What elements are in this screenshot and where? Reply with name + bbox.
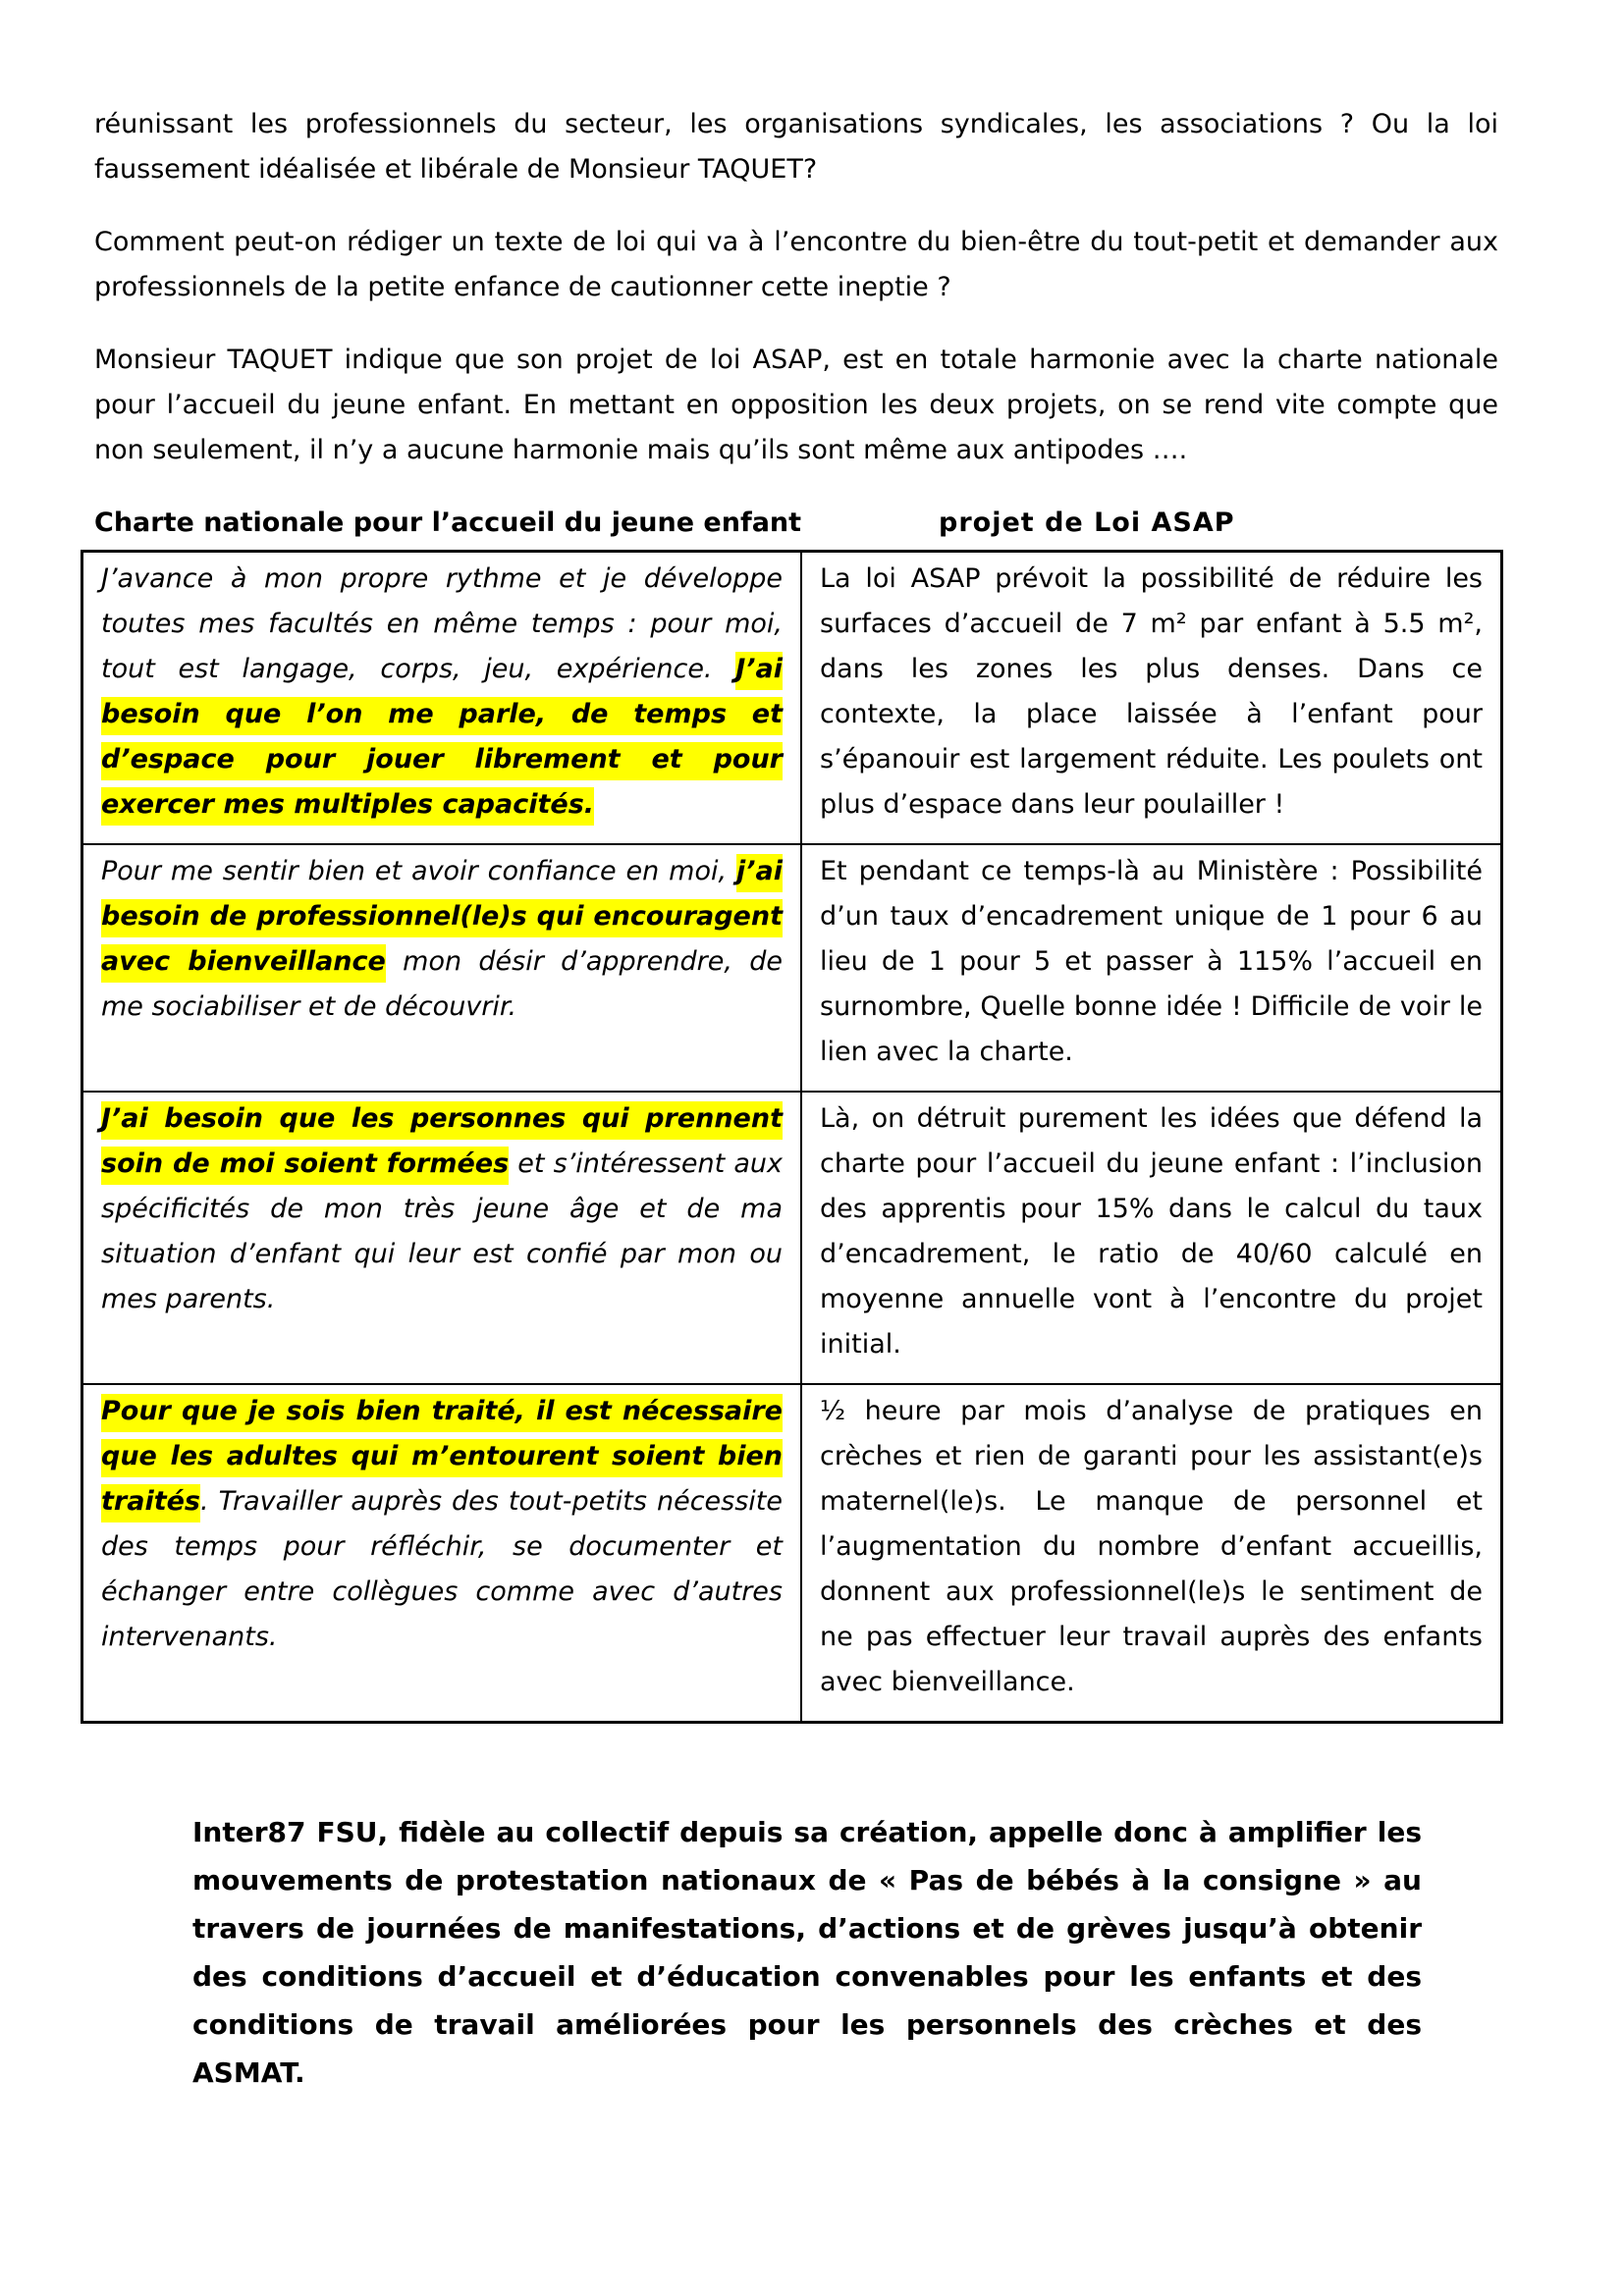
intro-paragraph-2: Comment peut-on rédiger un texte de loi qui va à l’encontre du bien-être du tout-petit et demander aux professionnels de la petite enfance de cautionner cette ineptie ? bbox=[94, 227, 1498, 302]
comparison-table bbox=[81, 550, 1503, 1724]
charte-cell-1 bbox=[82, 552, 802, 845]
intro-paragraph-1: réunissant les professionnels du secteur, les organisations syndicales, les associations ? Ou la loi faussement idéalisée et libérale de Monsieur TAQUET? bbox=[94, 109, 1498, 185]
table-row-2 bbox=[82, 844, 1502, 1092]
charte-cell-2 bbox=[82, 844, 802, 1092]
asap-cell-1: La loi ASAP prévoit la possibilité de réduire les surfaces d’accueil de 7 m² par enfant à 5.5 m², dans les zones les plus denses. Dans ce contexte, la place laissée à l’enfant pour s’épanouir est largement réduite. Les poulets ont plus d’espace dans leur poulailler ! bbox=[801, 552, 1502, 845]
highlighted-text: J’ai besoin que les personnes qui prennent soin de moi soient formées bbox=[101, 1101, 783, 1185]
table-row-1 bbox=[82, 552, 1502, 845]
cell-text: mon désir d’apprendre, de me sociabiliser et de découvrir. bbox=[101, 946, 783, 1022]
cell-text: J’avance à mon propre rythme et je développe toutes mes facultés en même temps : pour moi, tout est langage, corps, jeu, expérience. bbox=[101, 563, 783, 684]
highlighted-text: J’ai besoin que l’on me parle, de temps et d’espace pour jouer librement et pour exercer mes multiples capacités. bbox=[101, 652, 783, 826]
intro-paragraph-3: Monsieur TAQUET indique que son projet de loi ASAP, est en totale harmonie avec la charte nationale pour l’accueil du jeune enfant. En mettant en opposition les deux projets, on se rend vite compte que non seulement, il n’y a aucune harmonie mais qu’ils sont même aux antipodes …. bbox=[94, 345, 1498, 465]
table-header-loi-asap: projet de Loi ASAP bbox=[939, 507, 1235, 538]
table-header-charte: Charte nationale pour l’accueil du jeune enfant bbox=[94, 507, 802, 538]
page-content bbox=[94, 102, 1498, 2097]
highlighted-text: j’ai besoin de professionnel(le)s qui encouragent avec bienveillance bbox=[101, 854, 783, 983]
closing-paragraph: Inter87 FSU, fidèle au collectif depuis sa création, appelle donc à amplifier les mouvements de protestation nationaux de « Pas de bébés à la consigne » au travers de journées de manifestations, d’actions et de grèves jusqu’à obtenir des conditions d’accueil et d’éducation convenables pour les enfants et des conditions de travail améliorées pour les personnels des crèches et des ASMAT. bbox=[192, 1816, 1422, 2089]
cell-text: . Travailler auprès des tout-petits nécessite des temps pour réfléchir, se documenter et échanger entre collègues comme avec d’autres intervenants. bbox=[101, 1486, 783, 1652]
charte-cell-3 bbox=[82, 1092, 802, 1384]
table-row-3 bbox=[82, 1092, 1502, 1384]
charte-cell-4 bbox=[82, 1384, 802, 1723]
asap-cell-3: Là, on détruit purement les idées que défend la charte pour l’accueil du jeune enfant : l’inclusion des apprentis pour 15% dans le calcul du taux d’encadrement, le ratio de 40/60 calculé en moyenne annuelle vont à l’encontre du projet initial. bbox=[801, 1092, 1502, 1384]
highlighted-text: Pour que je sois bien traité, il est nécessaire que les adultes qui m’entourent soient bien traités bbox=[101, 1394, 783, 1522]
table-header-row bbox=[94, 501, 1498, 550]
asap-cell-2: Et pendant ce temps-là au Ministère : Possibilité d’un taux d’encadrement unique de 1 pour 6 au lieu de 1 pour 5 et passer à 115% l’accueil en surnombre, Quelle bonne idée ! Difficile de voir le lien avec la charte. bbox=[801, 844, 1502, 1092]
cell-text: Pour me sentir bien et avoir confiance en moi, bbox=[101, 856, 736, 886]
cell-text: et s’intéressent aux spécificités de mon très jeune âge et de ma situation d’enfant qui leur est confié par mon ou mes parents. bbox=[101, 1148, 783, 1314]
comparison-table-body bbox=[82, 552, 1502, 1723]
asap-cell-4: ½ heure par mois d’analyse de pratiques en crèches et rien de garanti pour les assistant(e)s maternel(le)s. Le manque de personnel et l’augmentation du nombre d’enfant accueillis, donnent aux professionnel(le)s le sentiment de ne pas effectuer leur travail auprès des enfants avec bienveillance. bbox=[801, 1384, 1502, 1723]
table-row-4 bbox=[82, 1384, 1502, 1723]
